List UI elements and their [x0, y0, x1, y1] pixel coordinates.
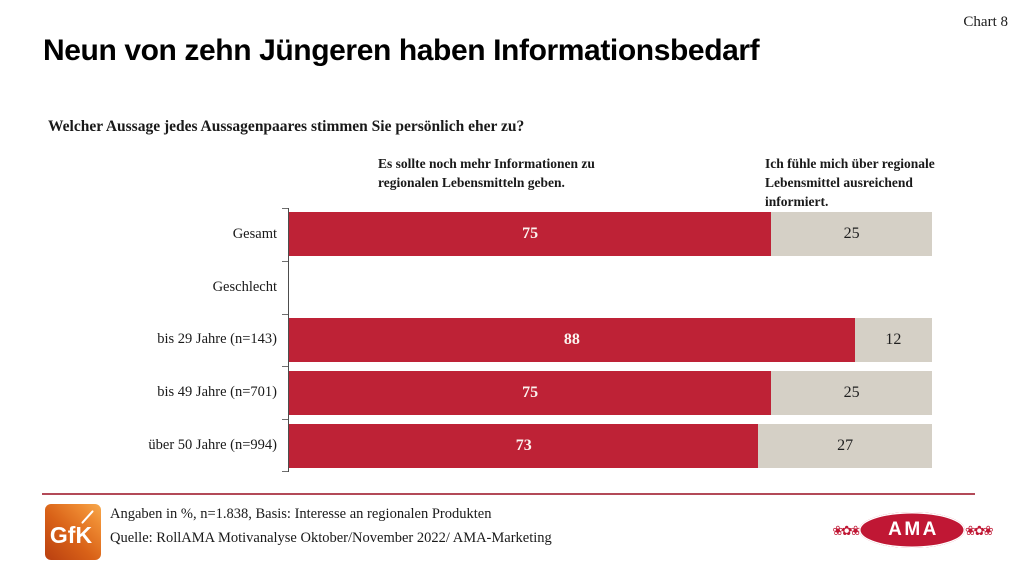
footer-notes: [110, 503, 552, 551]
chart-row-bis49: [0, 366, 932, 419]
bar-segment-agree: [289, 371, 771, 415]
bar-track: [289, 424, 932, 468]
bar-track: [289, 318, 932, 362]
series-header-informed: Ich fühle mich über regionale Lebensmittel ausreichend informiert.: [765, 156, 935, 209]
ama-floral-ornament-left: ❀✿❀: [832, 522, 859, 538]
row-label: Geschlecht: [212, 278, 277, 295]
row-label: bis 49 Jahre (n=701): [157, 384, 277, 401]
chart-row-ueber50: [0, 419, 932, 472]
ama-logo: [828, 506, 996, 554]
bar-segment-agree: [289, 318, 855, 362]
ama-logo-ellipse: [859, 512, 965, 548]
row-label: bis 29 Jahre (n=143): [157, 331, 277, 348]
bar-track: [289, 212, 932, 256]
bar-segment-informed: [771, 371, 932, 415]
bar-segment-informed: [758, 424, 932, 468]
page-title: Neun von zehn Jüngeren haben Informationsbedarf: [43, 34, 760, 67]
bar-segment-informed: [771, 212, 932, 256]
bar-value-agree: 73: [515, 436, 532, 454]
bar-track: [289, 371, 932, 415]
chart-row-bis29: [0, 314, 932, 367]
chart-row-geschlecht: [0, 261, 932, 314]
stacked-bar-chart: [0, 208, 932, 472]
bar-segment-agree: [289, 424, 758, 468]
bar-value-agree: 75: [522, 383, 539, 401]
bar-value-informed: 25: [843, 383, 860, 401]
chart-number: Chart 8: [963, 14, 1008, 30]
gfk-logo-text: GfK: [49, 521, 93, 548]
bar-value-agree: 75: [522, 225, 539, 243]
bar-value-informed: 25: [843, 225, 860, 243]
chart-row-gesamt: [0, 208, 932, 261]
footer-note-basis: Angaben in %, n=1.838, Basis: Interesse an regionalen Produkten: [110, 506, 492, 522]
survey-question: Welcher Aussage jedes Aussagenpaares stimmen Sie persönlich eher zu?: [48, 118, 525, 135]
bar-value-informed: 12: [885, 330, 902, 348]
series-header-agree: Es sollte noch mehr Informationen zu regionalen Lebensmitteln geben.: [378, 156, 595, 190]
row-label: über 50 Jahre (n=994): [148, 437, 277, 454]
chart-rows: [0, 208, 932, 472]
bar-track: [289, 265, 932, 309]
bar-segment-agree: [289, 212, 771, 256]
ama-floral-ornament-right: ❀✿❀: [965, 522, 992, 538]
bar-value-informed: 27: [837, 436, 854, 454]
bar-segment-informed: [855, 318, 932, 362]
footer-divider: [42, 493, 975, 495]
footer-note-source: Quelle: RollAMA Motivanalyse Oktober/November 2022/ AMA-Marketing: [110, 529, 552, 546]
bar-value-agree: 88: [563, 330, 580, 348]
ama-logo-text: AMA: [888, 519, 939, 540]
row-label: Gesamt: [232, 225, 277, 242]
gfk-logo: [45, 504, 101, 560]
